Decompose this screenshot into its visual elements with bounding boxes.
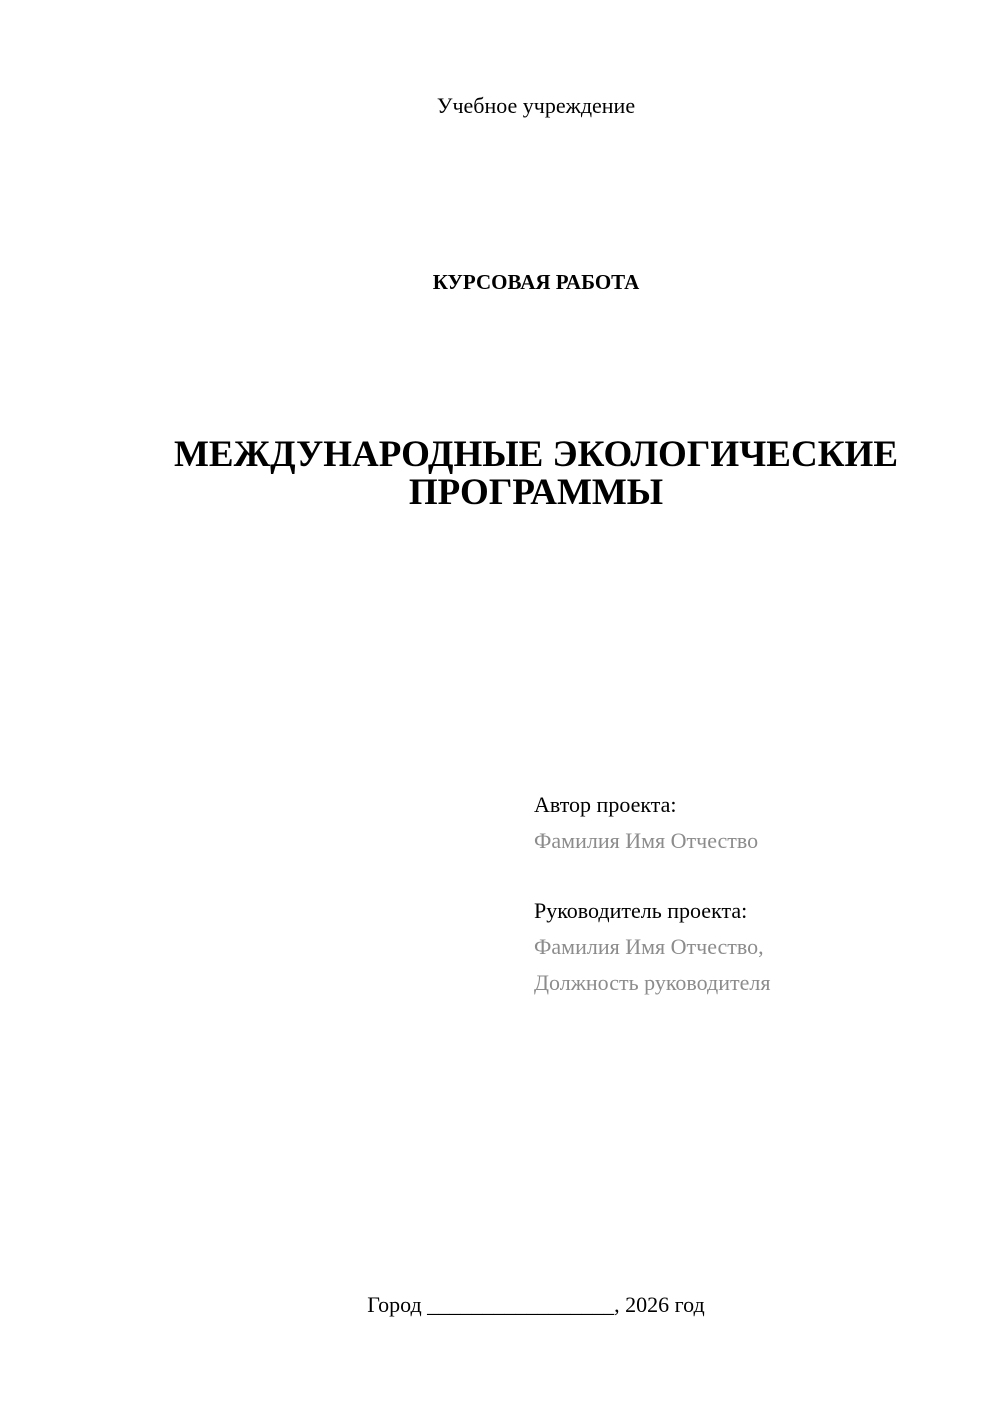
supervisor-label: Руководитель проекта: bbox=[534, 898, 748, 923]
author-label: Автор проекта: bbox=[534, 792, 677, 817]
supervisor-name: Фамилия Имя Отчество, bbox=[534, 934, 764, 959]
title-line: МЕЖДУНАРОДНЫЕ ЭКОЛОГИЧЕСКИЕ bbox=[173, 434, 898, 475]
project-info-block bbox=[534, 787, 974, 1001]
work-type-heading: КУРСОВАЯ РАБОТА bbox=[432, 270, 640, 294]
city-year-footer: Город _________________, 2026 год bbox=[367, 1292, 705, 1317]
institution-name: Учебное учреждение bbox=[436, 93, 636, 118]
document-title bbox=[0, 436, 1000, 512]
author-name: Фамилия Имя Отчество bbox=[534, 828, 759, 853]
spacer bbox=[534, 859, 974, 893]
title-line: ПРОГРАММЫ bbox=[408, 472, 664, 513]
supervisor-position: Должность руководителя bbox=[534, 970, 771, 995]
